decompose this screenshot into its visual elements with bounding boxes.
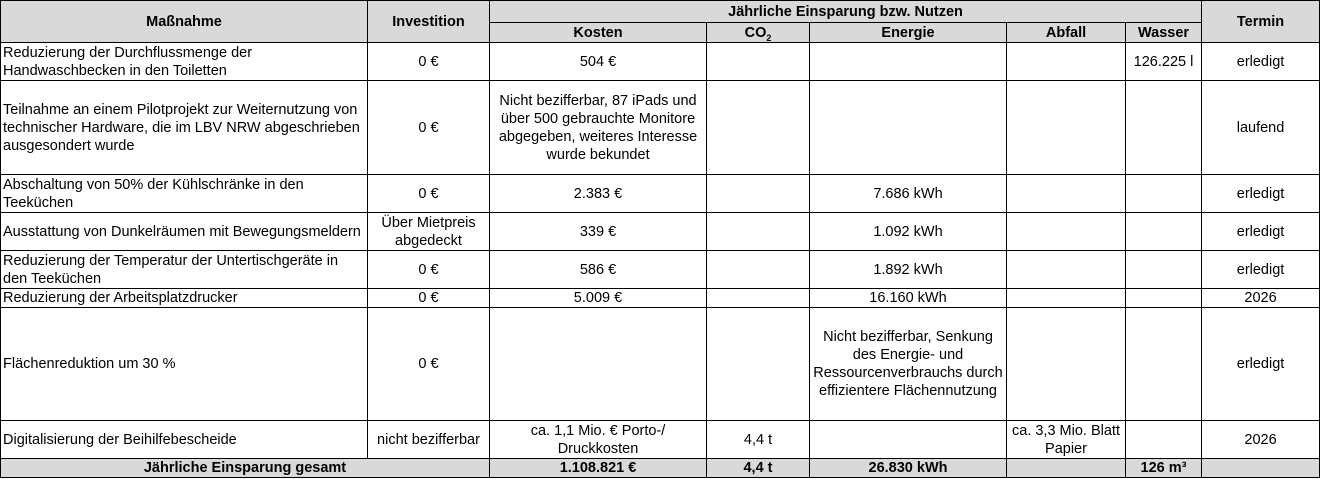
cell-massnahme: Abschaltung von 50% der Kühlschränke in den Teeküchen: [1, 175, 368, 213]
cell-investition: 0 €: [368, 43, 490, 81]
cell-co2: [707, 213, 810, 251]
cell-termin: 2026: [1202, 289, 1320, 308]
total-row: [1, 459, 1320, 478]
cell-kosten: 2.383 €: [490, 175, 707, 213]
cell-investition: 0 €: [368, 251, 490, 289]
cell-co2: [707, 81, 810, 175]
cell-termin: erledigt: [1202, 175, 1320, 213]
header-massnahme: Maßnahme: [1, 1, 368, 43]
cell-kosten: 504 €: [490, 43, 707, 81]
total-label: Jährliche Einsparung gesamt: [1, 459, 490, 478]
cell-abfall: ca. 3,3 Mio. Blatt Papier: [1007, 421, 1126, 459]
table-row: [1, 308, 1320, 421]
cell-kosten: 5.009 €: [490, 289, 707, 308]
cell-massnahme: Reduzierung der Temperatur der Untertischgeräte in den Teeküchen: [1, 251, 368, 289]
cell-wasser: [1126, 289, 1202, 308]
table-row: [1, 213, 1320, 251]
cell-abfall: [1007, 308, 1126, 421]
cell-kosten: ca. 1,1 Mio. € Porto-/ Druckkosten: [490, 421, 707, 459]
cell-wasser: 126.225 l: [1126, 43, 1202, 81]
total-energie: 26.830 kWh: [810, 459, 1007, 478]
total-kosten: 1.108.821 €: [490, 459, 707, 478]
cell-termin: erledigt: [1202, 43, 1320, 81]
cell-termin: erledigt: [1202, 251, 1320, 289]
header-co2-main: CO: [744, 24, 767, 41]
cell-investition: Über Mietpreis abgedeckt: [368, 213, 490, 251]
cell-co2: [707, 308, 810, 421]
table-row: [1, 251, 1320, 289]
cell-massnahme: Reduzierung der Durchflussmenge der Handwaschbecken in den Toiletten: [1, 43, 368, 81]
header-kosten: Kosten: [490, 23, 707, 43]
cell-co2: 4,4 t: [707, 421, 810, 459]
cell-wasser: [1126, 421, 1202, 459]
cell-energie: 7.686 kWh: [810, 175, 1007, 213]
cell-energie: [810, 43, 1007, 81]
cell-abfall: [1007, 81, 1126, 175]
cell-abfall: [1007, 213, 1126, 251]
table-row: [1, 43, 1320, 81]
cell-co2: [707, 175, 810, 213]
cell-termin: 2026: [1202, 421, 1320, 459]
header-investition: Investition: [368, 1, 490, 43]
cell-energie: 1.092 kWh: [810, 213, 1007, 251]
total-termin: [1202, 459, 1320, 478]
table-row: [1, 81, 1320, 175]
header-co2-sub: 2: [766, 32, 772, 43]
table-row: [1, 175, 1320, 213]
header-abfall: Abfall: [1007, 23, 1126, 43]
cell-termin: laufend: [1202, 81, 1320, 175]
cell-abfall: [1007, 43, 1126, 81]
cell-abfall: [1007, 175, 1126, 213]
cell-termin: erledigt: [1202, 213, 1320, 251]
cell-termin: erledigt: [1202, 308, 1320, 421]
cell-energie: [810, 421, 1007, 459]
cell-energie: [810, 81, 1007, 175]
cell-investition: 0 €: [368, 289, 490, 308]
cell-wasser: [1126, 175, 1202, 213]
cell-co2: [707, 289, 810, 308]
cell-wasser: [1126, 213, 1202, 251]
total-abfall: [1007, 459, 1126, 478]
total-wasser: 126 m³: [1126, 459, 1202, 478]
cell-wasser: [1126, 81, 1202, 175]
cell-energie: 1.892 kWh: [810, 251, 1007, 289]
table-row: [1, 421, 1320, 459]
header-termin: Termin: [1202, 1, 1320, 43]
header-co2: [707, 23, 810, 43]
cell-massnahme: Ausstattung von Dunkelräumen mit Bewegungsmeldern: [1, 213, 368, 251]
cell-investition: 0 €: [368, 81, 490, 175]
cell-massnahme: Flächenreduktion um 30 %: [1, 308, 368, 421]
cell-kosten: 586 €: [490, 251, 707, 289]
total-co2: 4,4 t: [707, 459, 810, 478]
cell-kosten: 339 €: [490, 213, 707, 251]
cell-investition: nicht bezifferbar: [368, 421, 490, 459]
header-group-einsparung: Jährliche Einsparung bzw. Nutzen: [490, 1, 1202, 23]
cell-investition: 0 €: [368, 308, 490, 421]
cell-kosten: [490, 308, 707, 421]
cell-massnahme: Teilnahme an einem Pilotprojekt zur Weiternutzung von technischer Hardware, die im LBV NRW abgeschrieben ausgesondert wurde: [1, 81, 368, 175]
cell-co2: [707, 43, 810, 81]
cell-wasser: [1126, 251, 1202, 289]
cell-wasser: [1126, 308, 1202, 421]
cell-massnahme: Reduzierung der Arbeitsplatzdrucker: [1, 289, 368, 308]
cell-co2: [707, 251, 810, 289]
cell-abfall: [1007, 289, 1126, 308]
table-row: [1, 289, 1320, 308]
cell-energie: Nicht bezifferbar, Senkung des Energie- und Ressourcenverbrauchs durch effizientere Flächennutzung: [810, 308, 1007, 421]
cell-kosten: Nicht bezifferbar, 87 iPads und über 500 gebrauchte Monitore abgegeben, weiteres Interesse wurde bekundet: [490, 81, 707, 175]
header-energie: Energie: [810, 23, 1007, 43]
header-wasser: Wasser: [1126, 23, 1202, 43]
cell-massnahme: Digitalisierung der Beihilfebescheide: [1, 421, 368, 459]
cell-abfall: [1007, 251, 1126, 289]
cell-investition: 0 €: [368, 175, 490, 213]
cell-energie: 16.160 kWh: [810, 289, 1007, 308]
